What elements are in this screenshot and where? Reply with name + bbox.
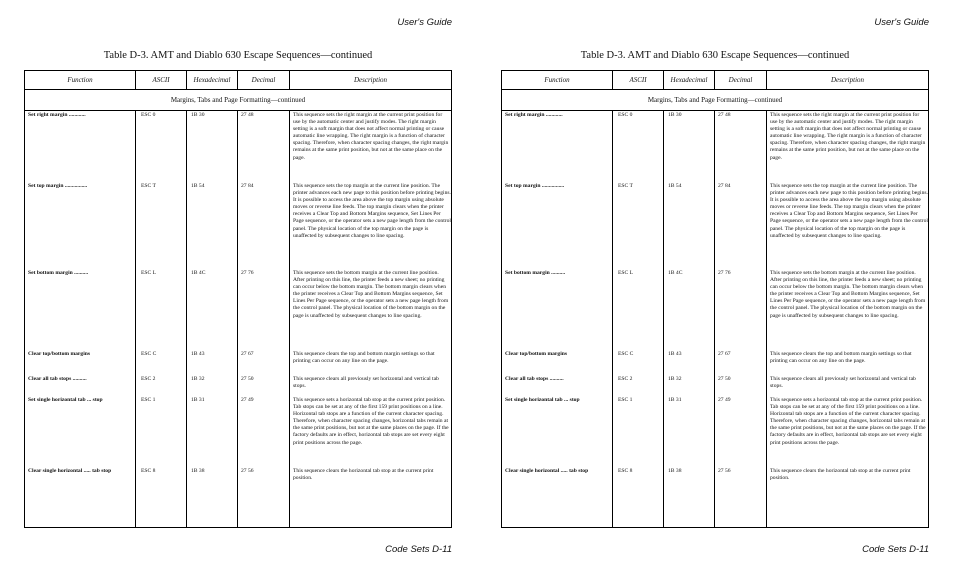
escape-sequence-table	[501, 70, 929, 528]
decimal-cell: 27 50	[241, 376, 254, 382]
hex-cell: 1B 4C	[668, 270, 683, 276]
column-divider	[612, 110, 613, 528]
function-cell: Clear all tab stops ..........	[28, 376, 87, 382]
ascii-cell: ESC 0	[141, 112, 156, 118]
description-cell: This sequence sets a horizontal tab stop at the current print position. Tab stops can be set at any of the first 159 print positions on a line. Horizontal tab stops are a function of the current character spacing. Therefore, when character spacing changes, horizontal tabs remain at the same print positions, but not at the same places on the page. If the factory defaults are in effect, horizontal tab stops are set every eight print positions across the page.	[293, 397, 449, 446]
column-header-hexadecimal: Hexadecimal	[670, 76, 708, 84]
function-cell: Clear single horizontal ..... tab stop	[505, 468, 589, 474]
function-cell: Clear single horizontal ..... tab stop	[28, 468, 112, 474]
function-cell: Set right margin ............	[28, 112, 86, 118]
hex-cell: 1B 43	[668, 351, 682, 357]
ascii-cell: ESC T	[141, 183, 156, 189]
decimal-cell: 27 76	[718, 270, 731, 276]
decimal-cell: 27 49	[241, 397, 254, 403]
function-cell: Set bottom margin ..........	[28, 270, 89, 276]
hex-cell: 1B 30	[191, 112, 205, 118]
section-heading: Margins, Tabs and Page Formatting—continued	[25, 90, 451, 111]
hex-cell: 1B 43	[191, 351, 205, 357]
running-header: User's Guide	[397, 17, 452, 28]
escape-sequence-table	[24, 70, 452, 528]
function-cell: Clear top/bottom margins	[28, 351, 91, 357]
function-cell: Set bottom margin ..........	[505, 270, 566, 276]
decimal-cell: 27 48	[718, 112, 731, 118]
section-heading: Margins, Tabs and Page Formatting—continued	[502, 90, 928, 111]
column-header-decimal: Decimal	[251, 76, 276, 84]
column-divider	[237, 110, 238, 528]
table-header-row	[25, 71, 451, 90]
hex-cell: 1B 32	[668, 376, 682, 382]
hex-cell: 1B 54	[668, 183, 682, 189]
ascii-cell: ESC 0	[618, 112, 633, 118]
hex-cell: 1B 38	[668, 468, 682, 474]
ascii-cell: ESC 8	[618, 468, 633, 474]
function-cell: Set single horizontal tab ... stop	[28, 397, 103, 403]
column-header-ascii: ASCII	[629, 76, 647, 84]
column-header-function: Function	[67, 76, 93, 84]
description-cell: This sequence clears all previously set horizontal and vertical tab stops.	[293, 376, 439, 390]
decimal-cell: 27 67	[241, 351, 254, 357]
column-header-hexadecimal: Hexadecimal	[193, 76, 231, 84]
ascii-cell: ESC 2	[141, 376, 156, 382]
description-cell: This sequence sets the right margin at the current print position for use by the automatic center and justify modes. The right margin setting is a soft margin that does not affect normal printing or cause automatic line wrapping. The right margin is a function of character spacing. Therefore, when character spacing changes, the right margin remains at the same print position, but not at the same place on the page.	[770, 112, 926, 161]
column-header-decimal: Decimal	[728, 76, 753, 84]
column-divider	[186, 110, 187, 528]
column-divider	[714, 110, 715, 528]
decimal-cell: 27 84	[718, 183, 731, 189]
ascii-cell: ESC C	[141, 351, 157, 357]
function-cell: Set top margin ................	[28, 183, 88, 189]
table-header-row	[502, 71, 928, 90]
hex-cell: 1B 54	[191, 183, 205, 189]
decimal-cell: 27 49	[718, 397, 731, 403]
table-caption: Table D-3. AMT and Diablo 630 Escape Sequences—continued	[580, 50, 850, 61]
right-page	[477, 0, 954, 580]
column-divider	[766, 110, 767, 528]
ascii-cell: ESC L	[141, 270, 157, 276]
hex-cell: 1B 30	[668, 112, 682, 118]
decimal-cell: 27 56	[718, 468, 731, 474]
column-header-description: Description	[353, 76, 388, 84]
hex-cell: 1B 31	[191, 397, 205, 403]
description-cell: This sequence clears the horizontal tab stop at the current print position.	[293, 468, 434, 482]
decimal-cell: 27 56	[241, 468, 254, 474]
column-divider	[663, 110, 664, 528]
ascii-cell: ESC L	[618, 270, 634, 276]
page-footer: Code Sets D-11	[385, 544, 452, 555]
decimal-cell: 27 76	[241, 270, 254, 276]
description-cell: This sequence sets the bottom margin at the current line position. After printing on this line, the printer feeds a new sheet; no printing can occur below the bottom margin. The bottom margin clears when the printer receives a Clear Top and Bottom Margins sequence, Set Lines Per Page sequence, or the operator sets a new page length from the control panel. The physical location of the bottom margin on the page is unaffected by subsequent changes to line spacing.	[770, 270, 926, 319]
description-cell: This sequence sets the top margin at the current line position. The printer advances each new page to this position before printing begins. It is possible to access the area above the top margin using absolute moves or reverse line feeds. The top margin clears when the printer receives a Clear Top and Bottom Margins sequence, Set Lines Per Page sequence, or the operator sets a new page length from the control panel. The physical location of the top margin on the page is unaffected by subsequent changes to line spacing.	[293, 183, 451, 239]
decimal-cell: 27 50	[718, 376, 731, 382]
ascii-cell: ESC T	[618, 183, 633, 189]
column-header-ascii: ASCII	[152, 76, 170, 84]
table-caption: Table D-3. AMT and Diablo 630 Escape Sequences—continued	[103, 50, 373, 61]
description-cell: This sequence clears the horizontal tab stop at the current print position.	[770, 468, 911, 482]
function-cell: Set single horizontal tab ... stop	[505, 397, 580, 403]
function-cell: Set right margin ............	[505, 112, 563, 118]
description-cell: This sequence sets the right margin at the current print position for use by the automatic center and justify modes. The right margin setting is a soft margin that does not affect normal printing or cause automatic line wrapping. The right margin is a function of character spacing. Therefore, when character spacing changes, the right margin remains at the same print position, but not at the same place on the page.	[293, 112, 449, 161]
hex-cell: 1B 38	[191, 468, 205, 474]
column-header-description: Description	[830, 76, 865, 84]
description-cell: This sequence sets a horizontal tab stop at the current print position. Tab stops can be set at any of the first 159 print positions on a line. Horizontal tab stops are a function of the current character spacing. Therefore, when character spacing changes, horizontal tabs remain at the same print positions, but not at the same places on the page. If the factory defaults are in effect, horizontal tab stops are set every eight print positions across the page.	[770, 397, 926, 446]
description-cell: This sequence sets the top margin at the current line position. The printer advances each new page to this position before printing begins. It is possible to access the area above the top margin using absolute moves or reverse line feeds. The top margin clears when the printer receives a Clear Top and Bottom Margins sequence, Set Lines Per Page sequence, or the operator sets a new page length from the control panel. The physical location of the top margin on the page is unaffected by subsequent changes to line spacing.	[770, 183, 928, 239]
ascii-cell: ESC 8	[141, 468, 156, 474]
decimal-cell: 27 67	[718, 351, 731, 357]
ascii-cell: ESC 1	[141, 397, 156, 403]
decimal-cell: 27 48	[241, 112, 254, 118]
ascii-cell: ESC 1	[618, 397, 633, 403]
column-divider	[135, 110, 136, 528]
hex-cell: 1B 32	[191, 376, 205, 382]
page-footer: Code Sets D-11	[862, 544, 929, 555]
function-cell: Clear top/bottom margins	[505, 351, 568, 357]
description-cell: This sequence clears all previously set horizontal and vertical tab stops.	[770, 376, 916, 390]
description-cell: This sequence sets the bottom margin at the current line position. After printing on this line, the printer feeds a new sheet; no printing can occur below the bottom margin. The bottom margin clears when the printer receives a Clear Top and Bottom Margins sequence, Set Lines Per Page sequence, or the operator sets a new page length from the control panel. The physical location of the bottom margin on the page is unaffected by subsequent changes to line spacing.	[293, 270, 449, 319]
ascii-cell: ESC C	[618, 351, 634, 357]
hex-cell: 1B 4C	[191, 270, 206, 276]
running-header: User's Guide	[874, 17, 929, 28]
function-cell: Set top margin ................	[505, 183, 565, 189]
description-cell: This sequence clears the top and bottom margin settings so that printing can occur on any line on the page.	[293, 351, 435, 365]
column-header-function: Function	[544, 76, 570, 84]
description-cell: This sequence clears the top and bottom margin settings so that printing can occur on any line on the page.	[770, 351, 912, 365]
decimal-cell: 27 84	[241, 183, 254, 189]
column-divider	[289, 110, 290, 528]
function-cell: Clear all tab stops ..........	[505, 376, 564, 382]
ascii-cell: ESC 2	[618, 376, 633, 382]
hex-cell: 1B 31	[668, 397, 682, 403]
